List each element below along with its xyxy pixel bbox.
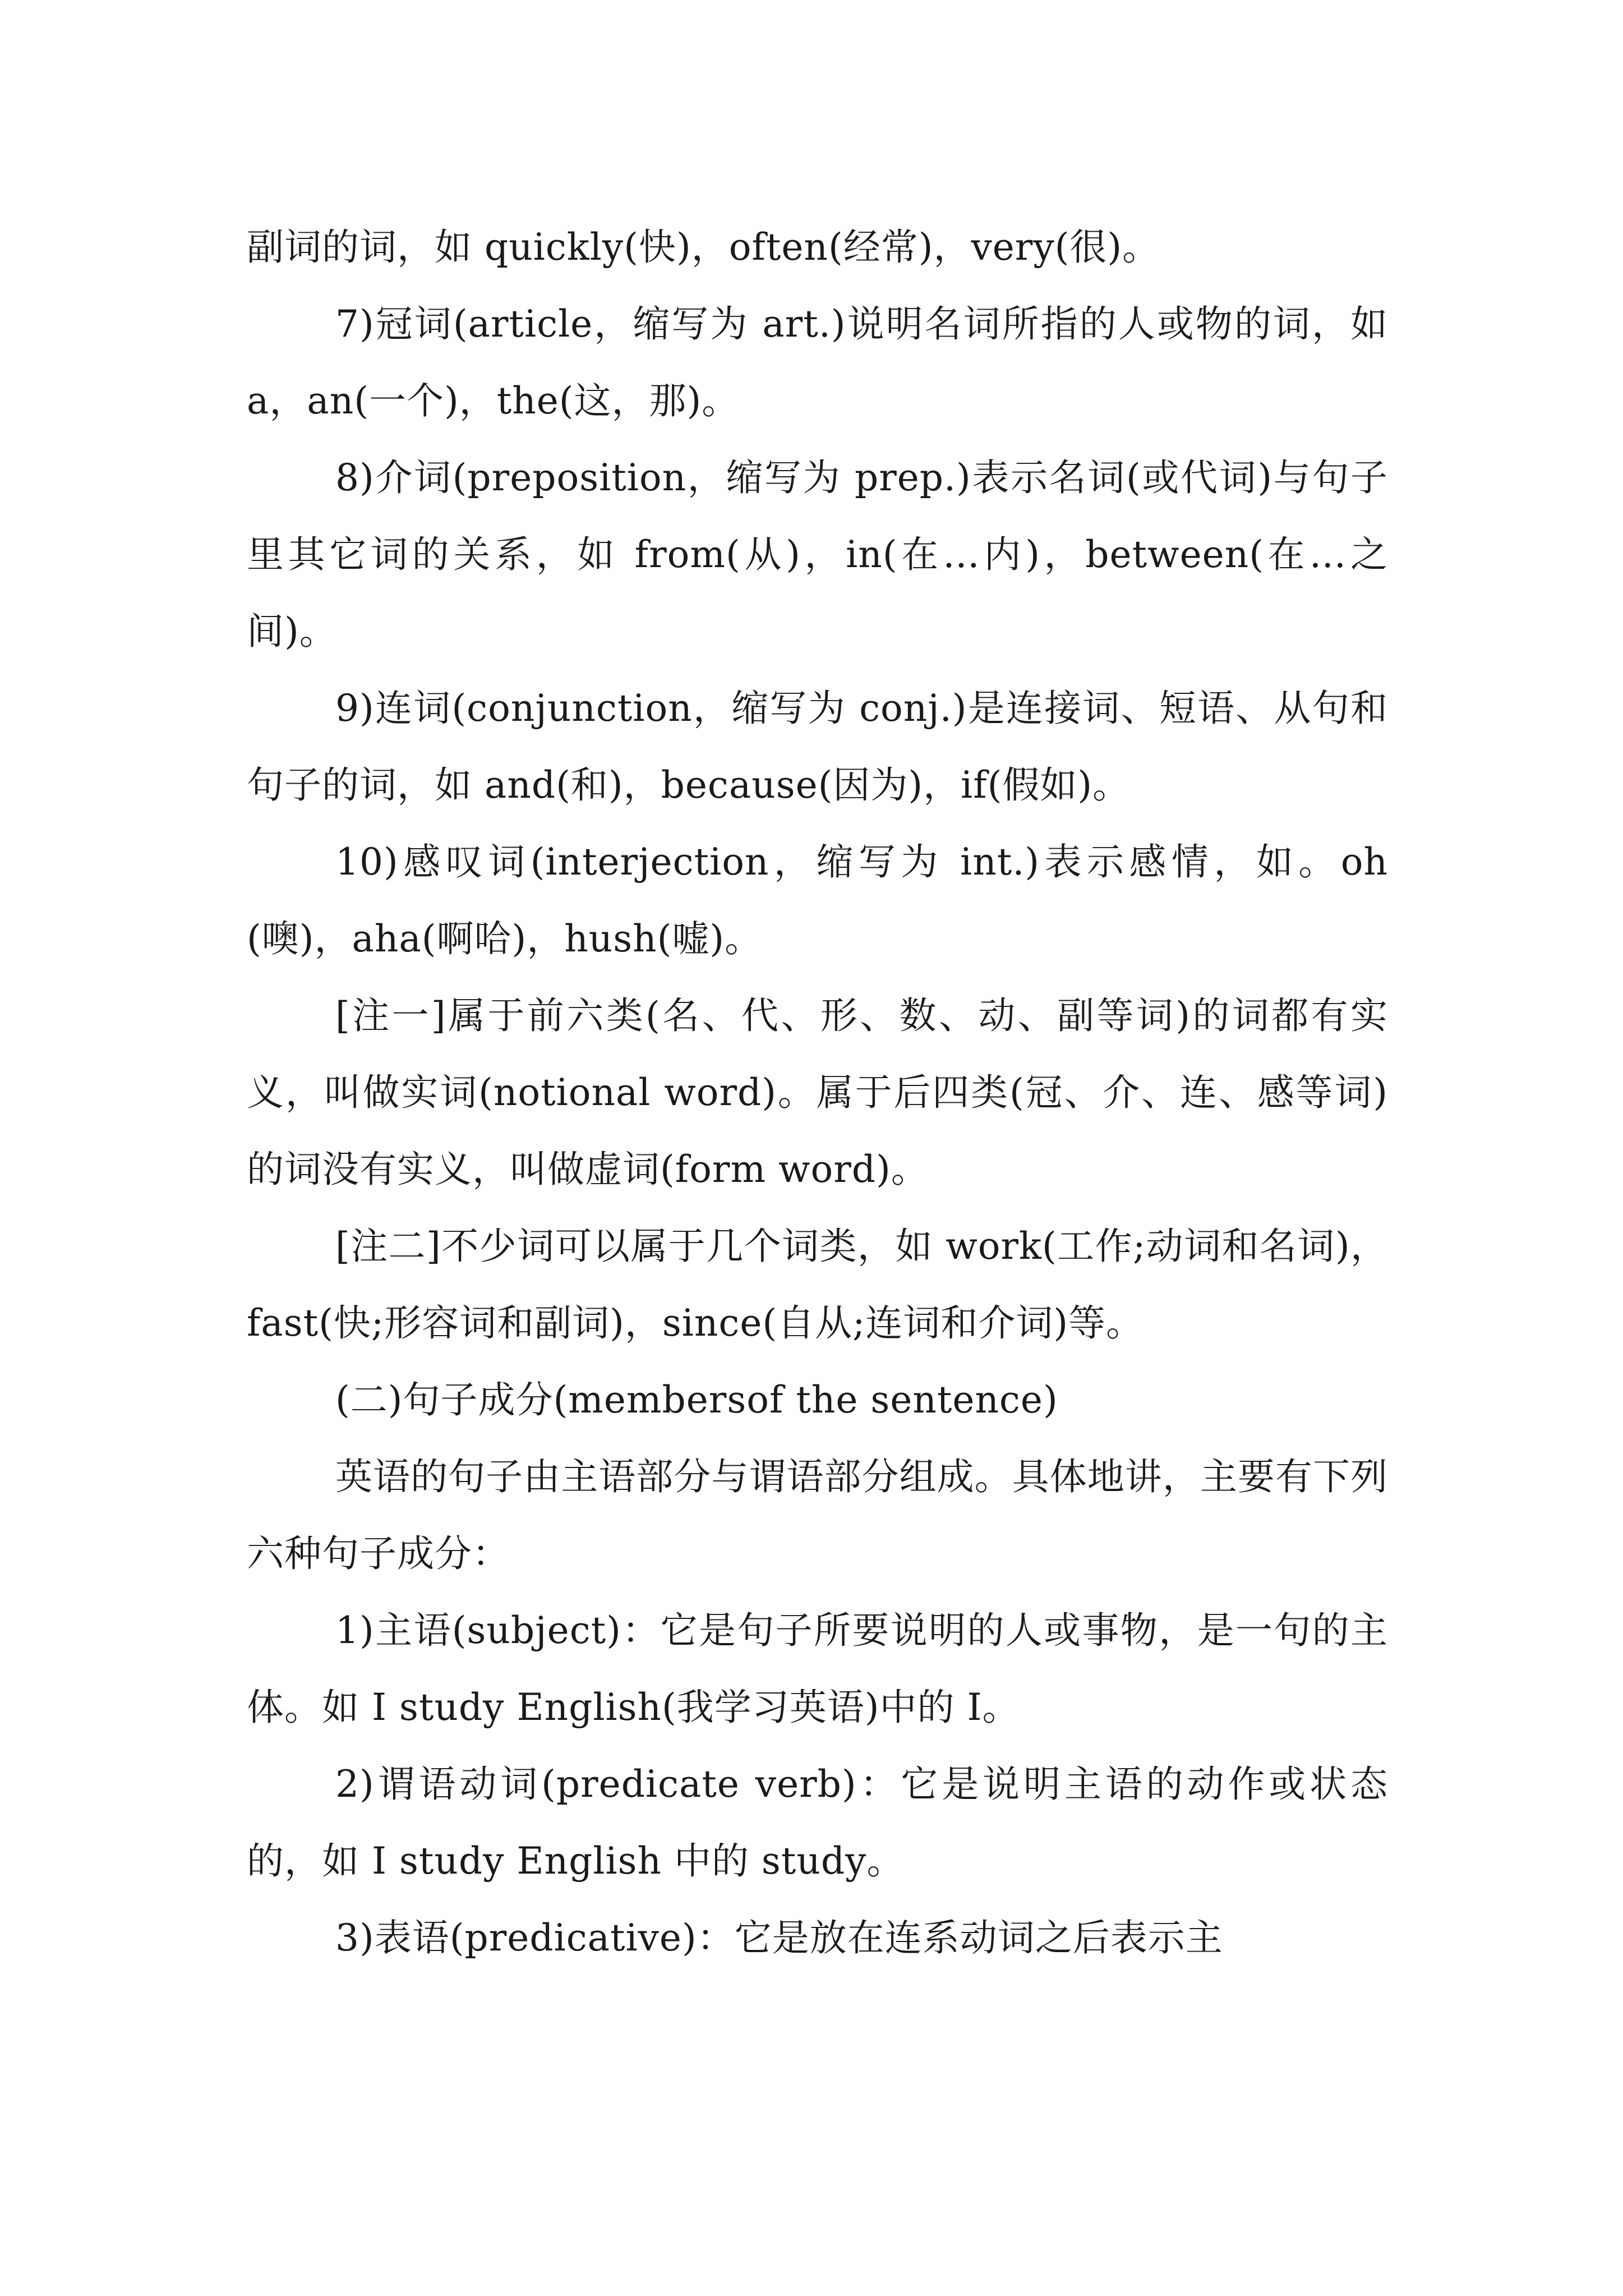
- paragraph-predicative: 3)表语(predicative)：它是放在连系动词之后表示主: [335, 1916, 1223, 1959]
- paragraph-adverb-examples: 副词的词，如 quickly(快)，often(经常)，very(很)。: [247, 226, 1160, 269]
- paragraph-interjection: 10)感叹词(interjection，缩写为 int.)表示感情，如。oh(噢)，aha(啊哈)，hush(嘘)。: [247, 840, 1388, 960]
- paragraph-note-one: [注一]属于前六类(名、代、形、数、动、副等词)的词都有实义，叫做实词(notional word)。属于后四类(冠、介、连、感等词)的词没有实义，叫做虚词(form word)。: [247, 994, 1388, 1191]
- document-body: [247, 209, 1388, 1976]
- paragraph-predicate-verb: 2)谓语动词(predicate verb)：它是说明主语的动作或状态的，如 I study English 中的 study。: [247, 1763, 1388, 1883]
- section-heading-sentence-members: (二)句子成分(membersof the sentence): [335, 1378, 1058, 1421]
- paragraph-sentence-intro: 英语的句子由主语部分与谓语部分组成。具体地讲，主要有下列六种句子成分：: [247, 1455, 1388, 1575]
- paragraph-subject: 1)主语(subject)：它是句子所要说明的人或事物，是一句的主体。如 I study English(我学习英语)中的 I。: [247, 1609, 1388, 1729]
- paragraph-preposition: 8)介词(preposition，缩写为 prep.)表示名词(或代词)与句子里其它词的关系，如 from(从)，in(在…内)，between(在…之间)。: [247, 456, 1388, 653]
- paragraph-note-two: [注二]不少词可以属于几个词类，如 work(工作;动词和名词)，fast(快;形容词和副词)，since(自从;连词和介词)等。: [247, 1225, 1388, 1345]
- paragraph-conjunction: 9)连词(conjunction，缩写为 conj.)是连接词、短语、从句和句子的词，如 and(和)，because(因为)，if(假如)。: [247, 687, 1388, 807]
- paragraph-article: 7)冠词(article，缩写为 art.)说明名词所指的人或物的词，如 a，an(一个)，the(这，那)。: [247, 302, 1388, 422]
